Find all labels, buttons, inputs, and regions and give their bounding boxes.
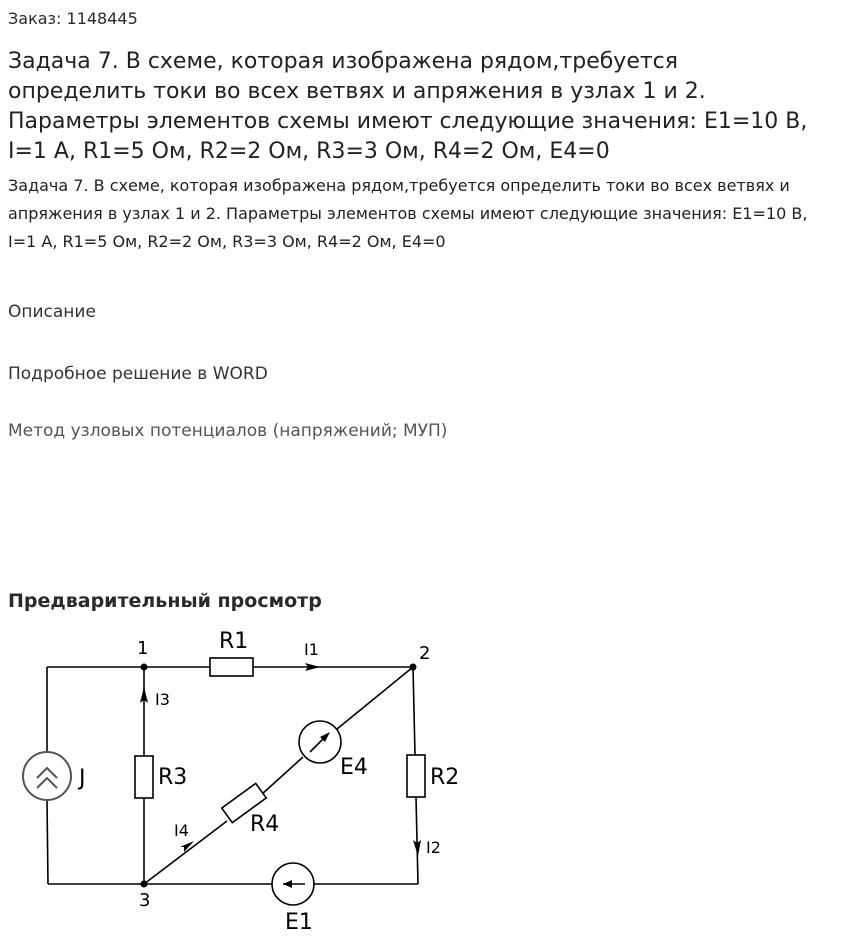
label-r4: R4 [250, 812, 280, 837]
node-3-dot [141, 881, 148, 888]
resistor-r1 [210, 658, 253, 676]
label-e4: E4 [340, 755, 368, 780]
label-i2: I2 [426, 838, 441, 857]
label-i3: I3 [155, 690, 170, 709]
circuit-diagram [0, 625, 480, 945]
emf-source-e4 [299, 721, 341, 763]
node-2-dot [410, 664, 417, 671]
label-i1: I1 [304, 640, 319, 659]
resistor-r2 [407, 755, 425, 797]
label-r1: R1 [219, 629, 249, 654]
label-i4: I4 [174, 821, 189, 840]
emf-source-e1 [272, 863, 314, 905]
label-e1: E1 [285, 910, 313, 935]
preview-heading: Предварительный просмотр [8, 590, 322, 612]
label-node-3: 3 [139, 890, 151, 911]
label-node-1: 1 [137, 638, 149, 659]
node-1-dot [141, 664, 148, 671]
resistor-r3 [135, 756, 153, 798]
task-summary: Задача 7. В схеме, которая изображена рядом,требуется определить токи во всех ветвях и апряжения в узлах 1 и 2. Параметры элементов схемы имеют следующие значения: E1=10 В, I=1 А, R1=5 Ом, R2=2 Ом, R3=3 Ом, R4=2 Ом, E4=0 [8, 176, 808, 251]
label-node-2: 2 [419, 643, 431, 664]
solution-format-note: Подробное решение в WORD [8, 364, 268, 384]
solution-method: Метод узловых потенциалов (напряжений; МУП) [8, 421, 448, 441]
order-number: Заказ: 1148445 [8, 9, 138, 28]
label-j: J [79, 766, 86, 791]
description-label: Описание [8, 302, 96, 322]
arrow-i4 [180, 841, 194, 852]
task-title: Задача 7. В схеме, которая изображена рядом,требуется определить токи во всех ветвях и апряжения в узлах 1 и 2. Параметры элементов схемы имеют следующие значения: E1=10 В, I=1 А, R1=5 Ом, R2=2 Ом, R3=3 Ом, R4=2 Ом, E4=0 [8, 49, 808, 164]
label-r2: R2 [430, 765, 460, 790]
label-r3: R3 [158, 765, 188, 790]
current-source-j [23, 752, 71, 800]
